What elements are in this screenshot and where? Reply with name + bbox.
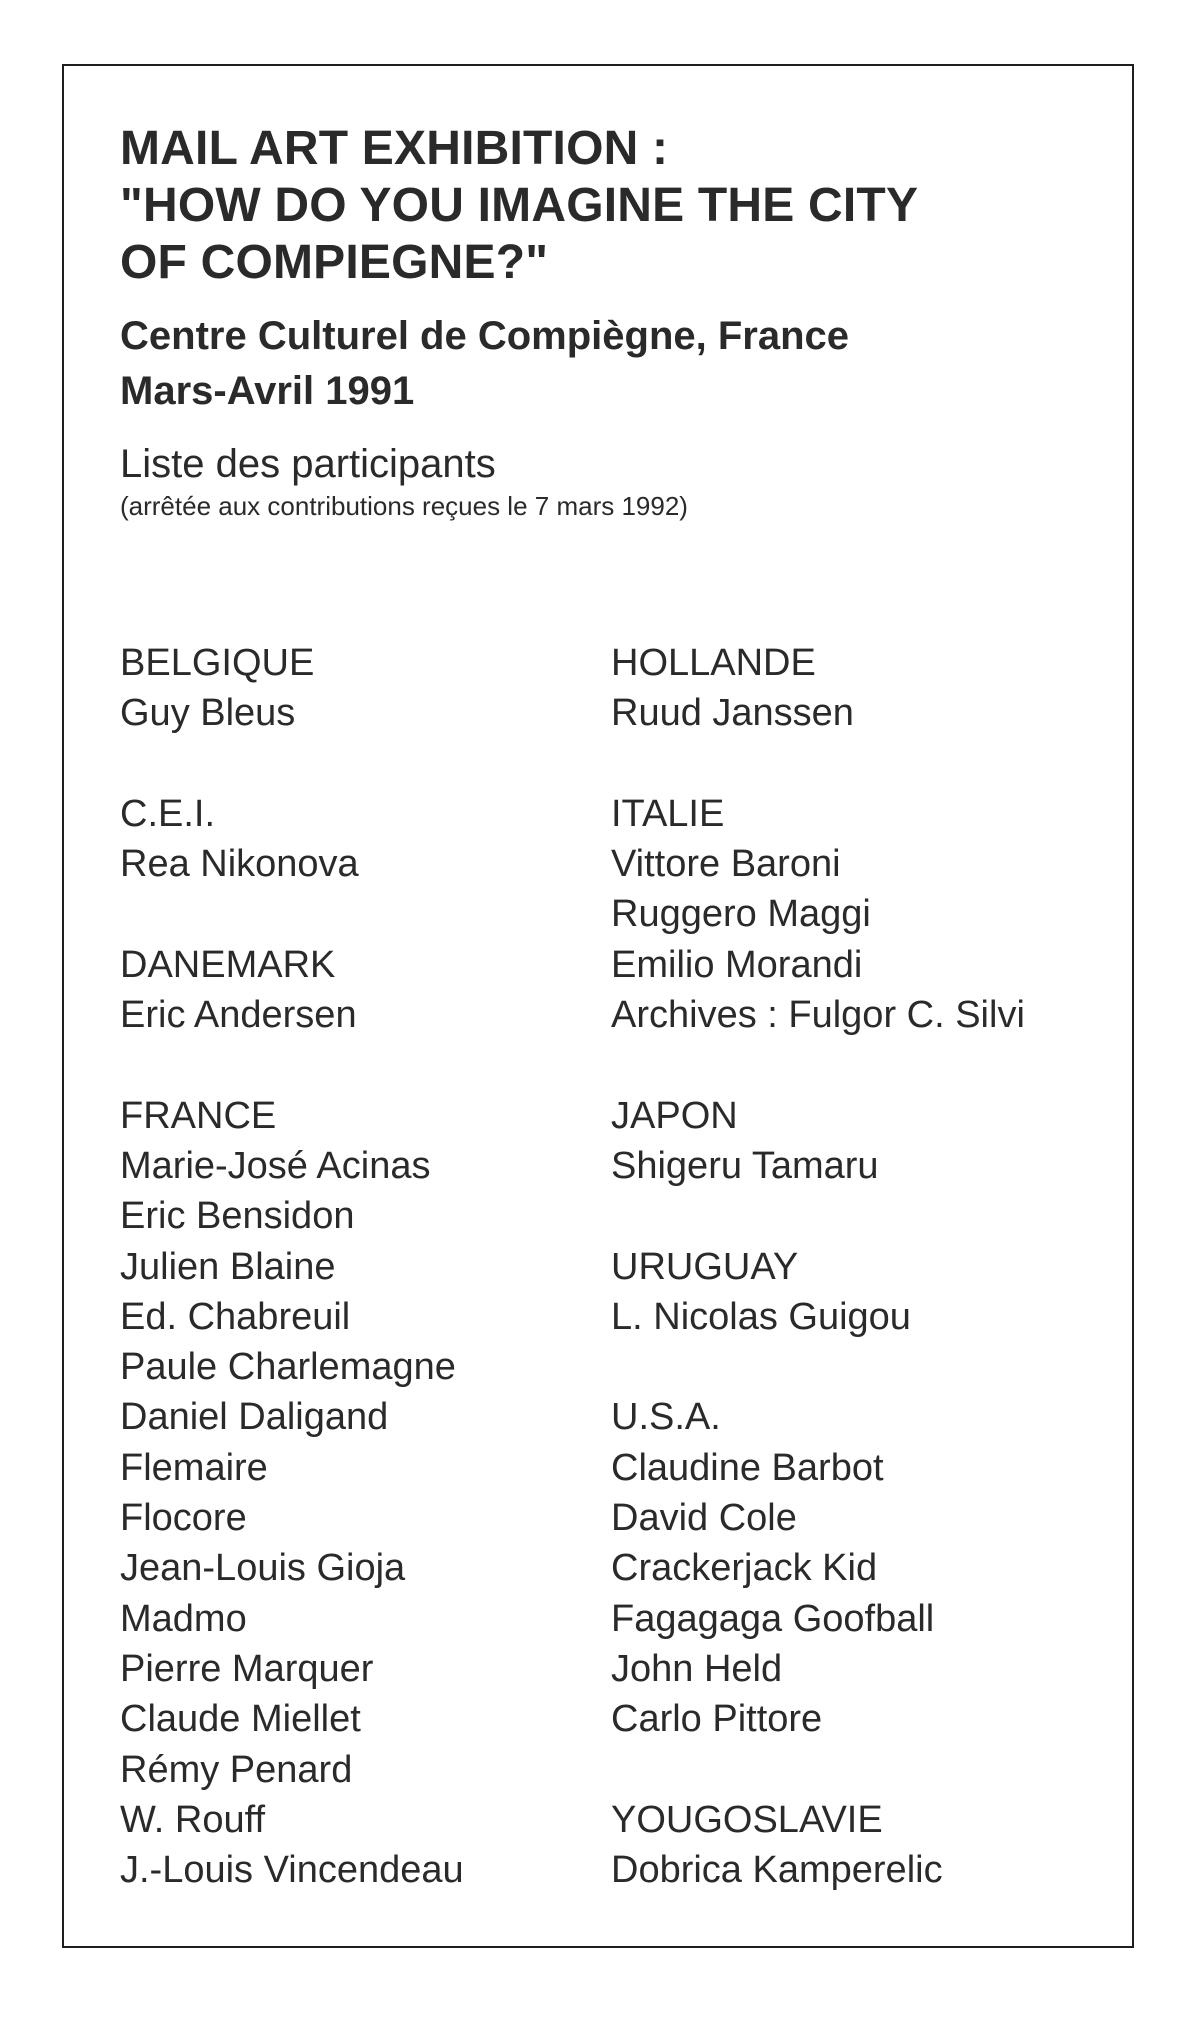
- venue-line-2: Mars-Avril 1991: [120, 369, 415, 413]
- participant-name: Fagagaga Goofball: [611, 1597, 935, 1640]
- participant-name: Ruud Janssen: [611, 692, 854, 735]
- participant-name: Rémy Penard: [120, 1748, 353, 1791]
- participant-name: J.-Louis Vincendeau: [120, 1849, 464, 1892]
- document-header: [120, 120, 1120, 523]
- participant-name: Flemaire: [120, 1446, 268, 1489]
- participant-name: Flocore: [120, 1497, 247, 1540]
- country-name: BELGIQUE: [120, 642, 315, 684]
- title-line-2: "HOW DO YOU IMAGINE THE CITY: [120, 179, 919, 232]
- participant-name: David Cole: [611, 1497, 797, 1540]
- exhibition-title: [120, 120, 1120, 291]
- participant-name: Eric Andersen: [120, 994, 357, 1037]
- participant-name: Ed. Chabreuil: [120, 1295, 351, 1338]
- participant-name: Jean-Louis Gioja: [120, 1547, 406, 1590]
- participant-name: Carlo Pittore: [611, 1698, 823, 1741]
- participant-name: Eric Bensidon: [120, 1195, 355, 1238]
- participants-column-left: [120, 638, 590, 1895]
- country-name: U.S.A.: [611, 1396, 721, 1439]
- country-group-uruguay: [611, 1242, 1131, 1343]
- participant-name: Claudine Barbot: [611, 1446, 884, 1489]
- participant-name: Archives : Fulgor C. Silvi: [611, 994, 1025, 1037]
- participant-name: W. Rouff: [120, 1798, 266, 1841]
- country-group-japon: [611, 1091, 1131, 1192]
- country-name: ITALIE: [611, 792, 725, 835]
- country-name: YOUGOSLAVIE: [611, 1798, 883, 1841]
- participant-name: Rea Nikonova: [120, 843, 359, 886]
- participant-name: L. Nicolas Guigou: [611, 1295, 911, 1338]
- participant-name: Daniel Daligand: [120, 1396, 389, 1439]
- country-group-france: [120, 1091, 590, 1896]
- venue-line-1: Centre Culturel de Compiègne, France: [120, 314, 850, 358]
- participant-name: Crackerjack Kid: [611, 1547, 878, 1590]
- country-name: URUGUAY: [611, 1245, 799, 1288]
- country-group-c-e-i: [120, 789, 590, 890]
- participants-list-note: (arrêtée aux contributions reçues le 7 mars 1992): [120, 491, 688, 521]
- participant-name: Pierre Marquer: [120, 1647, 374, 1690]
- country-name: JAPON: [611, 1094, 738, 1137]
- country-name: DANEMARK: [120, 943, 336, 986]
- country-name: FRANCE: [120, 1094, 277, 1137]
- participant-name: Madmo: [120, 1597, 247, 1640]
- title-line-1: MAIL ART EXHIBITION :: [120, 122, 669, 175]
- country-name: HOLLANDE: [611, 642, 816, 684]
- country-group-italie: [611, 789, 1131, 1040]
- participants-list-title: Liste des participants: [120, 442, 496, 486]
- participant-name: Julien Blaine: [120, 1245, 336, 1288]
- country-group-hollande: [611, 638, 1131, 739]
- country-name: C.E.I.: [120, 792, 216, 835]
- country-group-yougoslavie: [611, 1795, 1131, 1896]
- country-group-danemark: [120, 940, 590, 1041]
- participant-name: John Held: [611, 1647, 783, 1690]
- country-group-belgique: [120, 638, 590, 739]
- participants-column-right: [611, 638, 1131, 1895]
- venue-info: [120, 309, 1120, 419]
- participant-name: Paule Charlemagne: [120, 1346, 456, 1389]
- participant-name: Marie-José Acinas: [120, 1144, 431, 1187]
- participant-name: Guy Bleus: [120, 692, 296, 735]
- participant-name: Emilio Morandi: [611, 943, 863, 986]
- participant-name: Ruggero Maggi: [611, 893, 871, 936]
- participant-name: Vittore Baroni: [611, 843, 841, 886]
- participant-name: Shigeru Tamaru: [611, 1144, 879, 1187]
- country-group-u-s-a: [611, 1392, 1131, 1744]
- title-line-3: OF COMPIEGNE?": [120, 236, 549, 289]
- participant-name: Claude Miellet: [120, 1698, 361, 1741]
- participant-name: Dobrica Kamperelic: [611, 1849, 943, 1892]
